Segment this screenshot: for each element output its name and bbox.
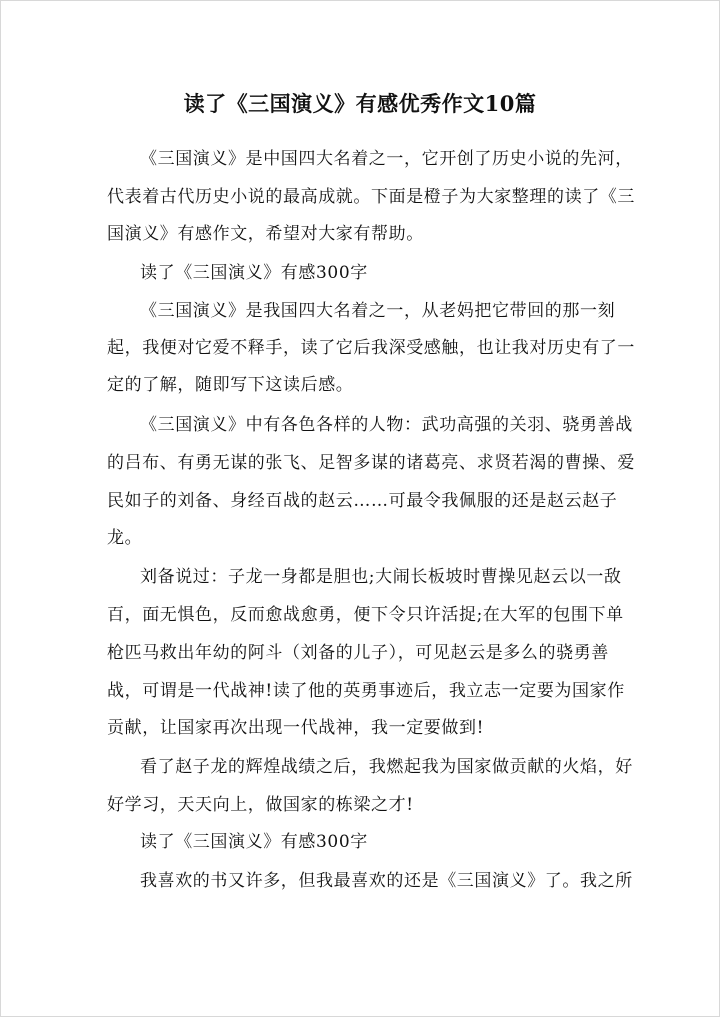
intro-line-3: 国演义》有感作文，希望对大家有帮助。 [107,224,424,244]
intro-line-2: 代表着古代历史小说的最高成就。下面是橙子为大家整理的读了《三 [107,187,635,207]
essay2-line-1: 我喜欢的书又许多，但我最喜欢的还是《三国演义》了。我之所 [140,871,633,891]
essay1-line-12: 贡献，让国家再次出现一代战神，我一定要做到! [107,718,485,738]
essay1-line-8: 刘备说过：子龙一身都是胆也;大闹长板坡时曹操见赵云以一敌 [140,567,622,587]
document-title: 读了《三国演义》有感优秀作文10篇 [183,91,537,116]
essay1-line-2: 起，我便对它爱不释手，读了它后我深受感触，也让我对历史有了一 [107,338,635,358]
essay1-line-9: 百，面无惧色，反而愈战愈勇，便下令只许活捉;在大军的包围下单 [107,605,624,625]
essay1-line-5: 的吕布、有勇无谋的张飞、足智多谋的诸葛亮、求贤若渴的曹操、爱 [107,453,635,473]
section-heading-2: 读了《三国演义》有感300字 [140,832,368,852]
intro-line-1: 《三国演义》是中国四大名着之一，它开创了历史小说的先河， [140,149,633,169]
essay1-line-13: 看了赵子龙的辉煌战绩之后，我燃起我为国家做贡献的火焰，好 [140,757,633,777]
essay1-line-14: 好学习，天天向上，做国家的栋梁之才! [107,795,414,815]
essay1-line-1: 《三国演义》是我国四大名着之一，从老妈把它带回的那一刻 [140,301,616,321]
essay1-line-11: 战，可谓是一代战神!读了他的英勇事迹后，我立志一定要为国家作 [107,681,625,701]
essay1-line-3: 定的了解，随即写下这读后感。 [107,375,354,395]
essay1-line-4: 《三国演义》中有各色各样的人物：武功高强的关羽、骁勇善战 [140,415,633,435]
section-heading-1: 读了《三国演义》有感300字 [140,263,368,283]
essay1-line-10: 枪匹马救出年幼的阿斗（刘备的儿子），可见赵云是多么的骁勇善 [107,643,609,663]
essay1-line-6: 民如子的刘备、身经百战的赵云……可最令我佩服的还是赵云赵子 [107,491,618,511]
essay1-line-7: 龙。 [107,528,143,548]
